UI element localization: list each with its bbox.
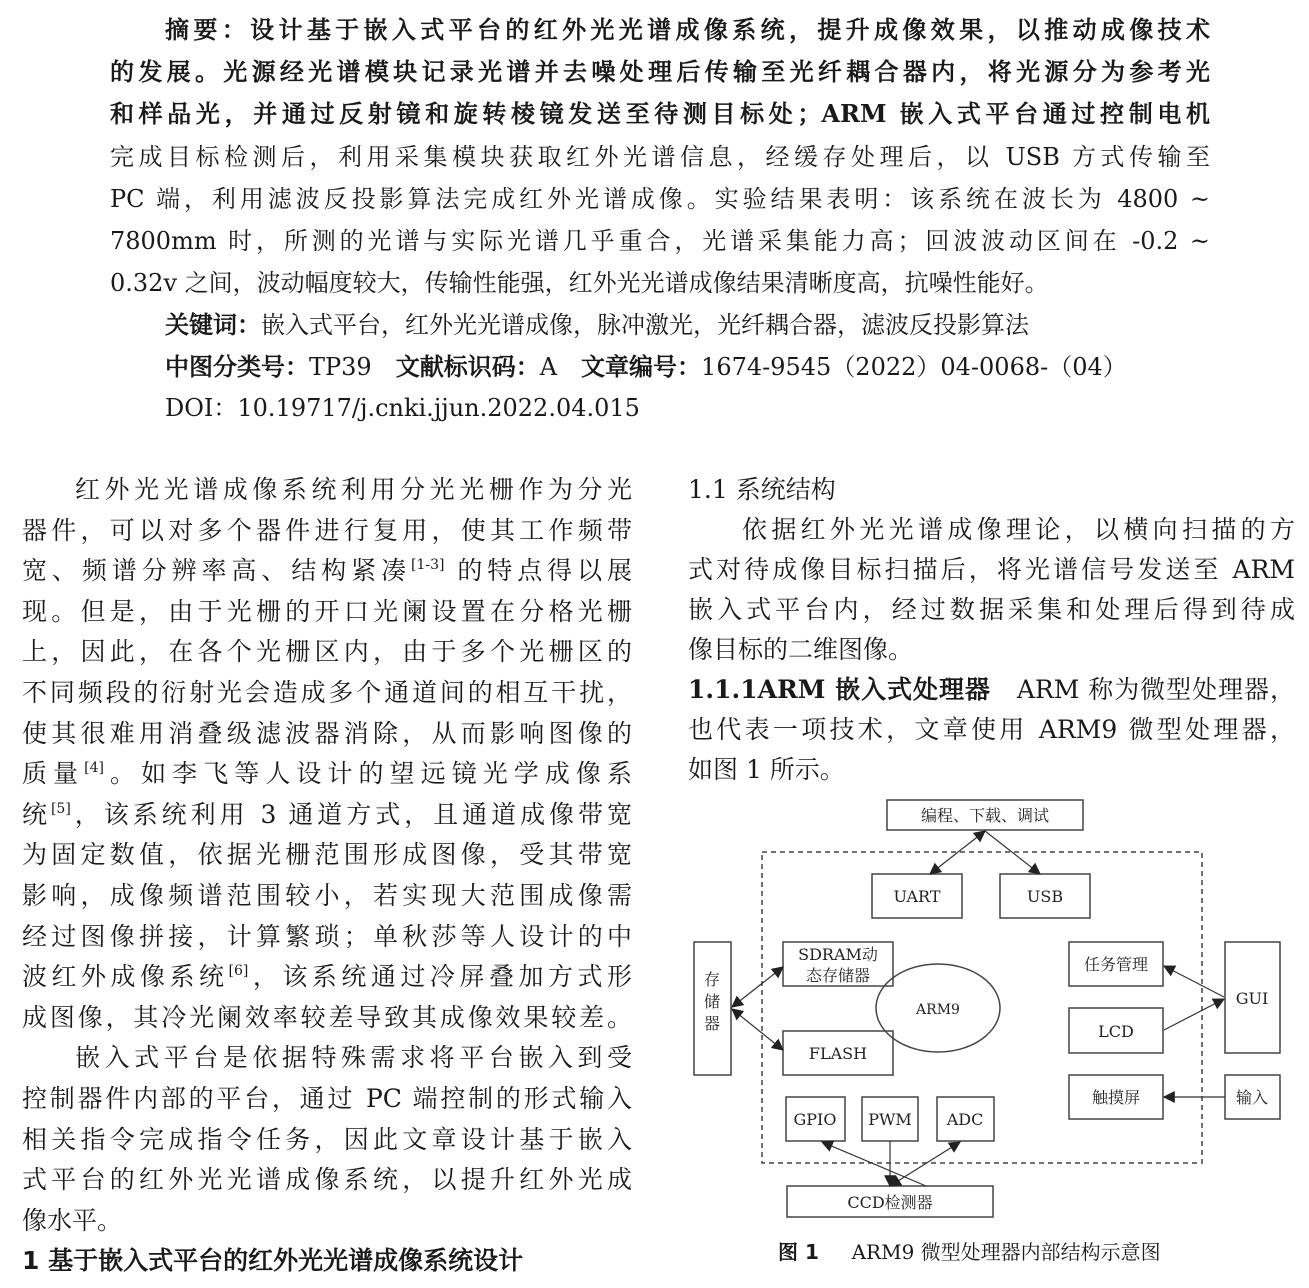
text-segment: 关键词：: [165, 311, 261, 339]
text-segment: 成图像，其冷光阑效率较差导致其成像效果较差。: [22, 1002, 632, 1032]
citation-ref: [5]: [50, 800, 71, 817]
text-segment: 宽、频谱分辨率高、结构紧凑: [22, 556, 412, 586]
caption-label: 图 1: [778, 1240, 819, 1264]
text-segment: 上，因此，在各个光栅区内，由于多个光栅区的: [22, 637, 632, 667]
label-lcd: LCD: [1098, 1022, 1134, 1041]
text-segment: 式平台的红外光光谱成像系统，以提升红外光成: [22, 1165, 632, 1195]
text-segment: 和样品光，并通过反射镜和旋转棱镜发送至待测目标处；ARM 嵌入式平台通过控制电机: [110, 99, 1210, 128]
text-segment: 中图分类号：: [165, 353, 309, 381]
text-segment: 依据红外光光谱成像理论，以横向扫描的方: [742, 515, 1295, 544]
text-segment: 文献标识码：: [395, 353, 540, 381]
text-segment: 的特点得以展: [444, 556, 632, 586]
text-segment: 7800mm 时，所测的光谱与实际光谱几乎重合，光谱采集能力高；回波波动区间在 -0.2 ~: [110, 227, 1210, 255]
label-gpio: GPIO: [793, 1110, 837, 1129]
arrow-storage-sdram: [732, 967, 783, 1007]
text-segment: 设计基于嵌入式平台的红外光光谱成像系统，提升成像效果，以推动成像技术: [250, 15, 1211, 44]
label-arm9: ARM9: [916, 1002, 960, 1018]
text-segment: ，该系统利用 3 通道方式，且通道成像带宽: [70, 799, 632, 829]
label-flash: FLASH: [808, 1044, 868, 1063]
text-segment: 波红外成像系统: [22, 962, 229, 992]
text-segment: 的发展。光源经光谱模块记录光谱并去噪处理后传输至光纤耦合器内，将光源分为参考光: [110, 57, 1210, 86]
text-segment: 影响，成像频谱范围较小，若实现大范围成像需: [22, 881, 632, 910]
text-segment: 也代表一项技术，文章使用 ARM9 微型处理器，: [688, 715, 1295, 744]
text-segment: DOI：10.19717/j.cnki.jjun.2022.04.015: [165, 394, 640, 422]
arrow-program-usb: [985, 831, 1040, 874]
text-segment: 1.1.1ARM 嵌入式处理器: [688, 675, 991, 704]
arrow-storage-flash: [732, 1009, 783, 1050]
label-sdram-2: 态存储器: [805, 966, 871, 985]
text-segment: 完成目标检测后，利用采集模块获取红外光谱信息，经缓存处理后，以 USB 方式传输至: [110, 143, 1210, 171]
text-segment: 嵌入式平台内，经过数据采集和处理后得到待成: [688, 595, 1295, 624]
text-segment: PC 端，利用滤波反投影算法完成红外光谱成像。实验结果表明：该系统在波长为 4800 ~: [110, 185, 1210, 213]
text-segment: 0.32v 之间，波动幅度较大，传输性能强，红外光光谱成像结果清晰度高，抗噪性能好。: [110, 269, 1049, 297]
text-segment: 摘要：: [165, 16, 251, 44]
text-segment: 为固定数值，依据光栅范围形成图像，受其带宽: [22, 840, 632, 870]
figure-caption: [778, 1236, 1161, 1265]
text-segment: 器件，可以对多个器件进行复用，使其工作频带: [22, 515, 632, 545]
label-task: 任务管理: [1083, 955, 1149, 974]
citation-ref: [4]: [84, 760, 104, 777]
text-segment: ，该系统通过冷屏叠加方式形: [248, 962, 632, 992]
arrow-ccd-gpio: [822, 1142, 926, 1186]
text-segment: 1.1 系统结构: [688, 475, 836, 504]
arrow-gui-task: [1164, 966, 1224, 997]
text-segment: 1674-9545（2022）04-0068-（04）: [701, 353, 1127, 381]
text-segment: 嵌入式平台是依据特殊需求将平台嵌入到受: [75, 1043, 632, 1073]
text-segment: 统: [22, 799, 51, 829]
text-segment: A: [539, 353, 582, 381]
text-segment: 使其很难用消叠级滤波器消除，从而影响图像的: [22, 718, 632, 748]
text-segment: 如图 1 所示。: [688, 755, 845, 784]
citation-ref: [6]: [228, 963, 249, 980]
arrow-program-uart: [930, 831, 985, 874]
label-program: 编程、下载、调试: [920, 806, 1050, 825]
label-ccd: CCD检测器: [847, 1193, 933, 1212]
text-segment: 现。但是，由于光栅的开口光阑设置在分格光栅: [22, 596, 632, 626]
arrow-ccd-adc: [890, 1142, 960, 1186]
label-adc: ADC: [946, 1110, 984, 1129]
text-segment: 文章编号：: [581, 353, 702, 381]
text-segment: 式对待成像目标扫描后，将光谱信号发送至 ARM: [688, 555, 1295, 584]
text-segment: ARM 称为微型处理器，: [990, 675, 1295, 704]
text-segment: 红外光光谱成像系统利用分光光栅作为分光: [75, 475, 632, 504]
label-touch: 触摸屏: [1091, 1088, 1141, 1107]
label-sdram-1: SDRAM动: [798, 945, 878, 964]
text-segment: 质量: [22, 759, 85, 789]
text-segment: 嵌入式平台，红外光光谱成像，脉冲激光，光纤耦合器，滤波反投影算法: [261, 311, 1029, 339]
label-uart: UART: [893, 887, 941, 906]
label-usb: USB: [1026, 887, 1064, 906]
caption-text: ARM9 微型处理器内部结构示意图: [851, 1240, 1161, 1264]
citation-ref: [1-3]: [411, 557, 445, 574]
label-input: 输入: [1235, 1088, 1269, 1107]
label-gui: GUI: [1235, 989, 1269, 1008]
text-segment: 不同频段的衍射光会造成多个通道间的相互干扰，: [22, 678, 632, 707]
arrow-lcd-gui: [1164, 999, 1224, 1030]
text-segment: 。如李飞等人设计的望远镜光学成像系: [103, 759, 632, 789]
text-segment: TP39: [309, 353, 396, 381]
text-segment: 相关指令完成指令任务，因此文章设计基于嵌入: [22, 1124, 632, 1154]
text-segment: 经过图像拼接，计算繁琐；单秋莎等人设计的中: [22, 921, 632, 951]
label-pwm: PWM: [868, 1110, 912, 1129]
text-segment: 像目标的二维图像。: [688, 635, 914, 664]
text-segment: 控制器件内部的平台，通过 PC 端控制的形式输入: [22, 1084, 632, 1113]
label-storage: 存储器: [703, 970, 721, 1033]
text-segment: 1 基于嵌入式平台的红外光光谱成像系统设计: [22, 1246, 524, 1276]
text-segment: 像水平。: [22, 1205, 123, 1235]
